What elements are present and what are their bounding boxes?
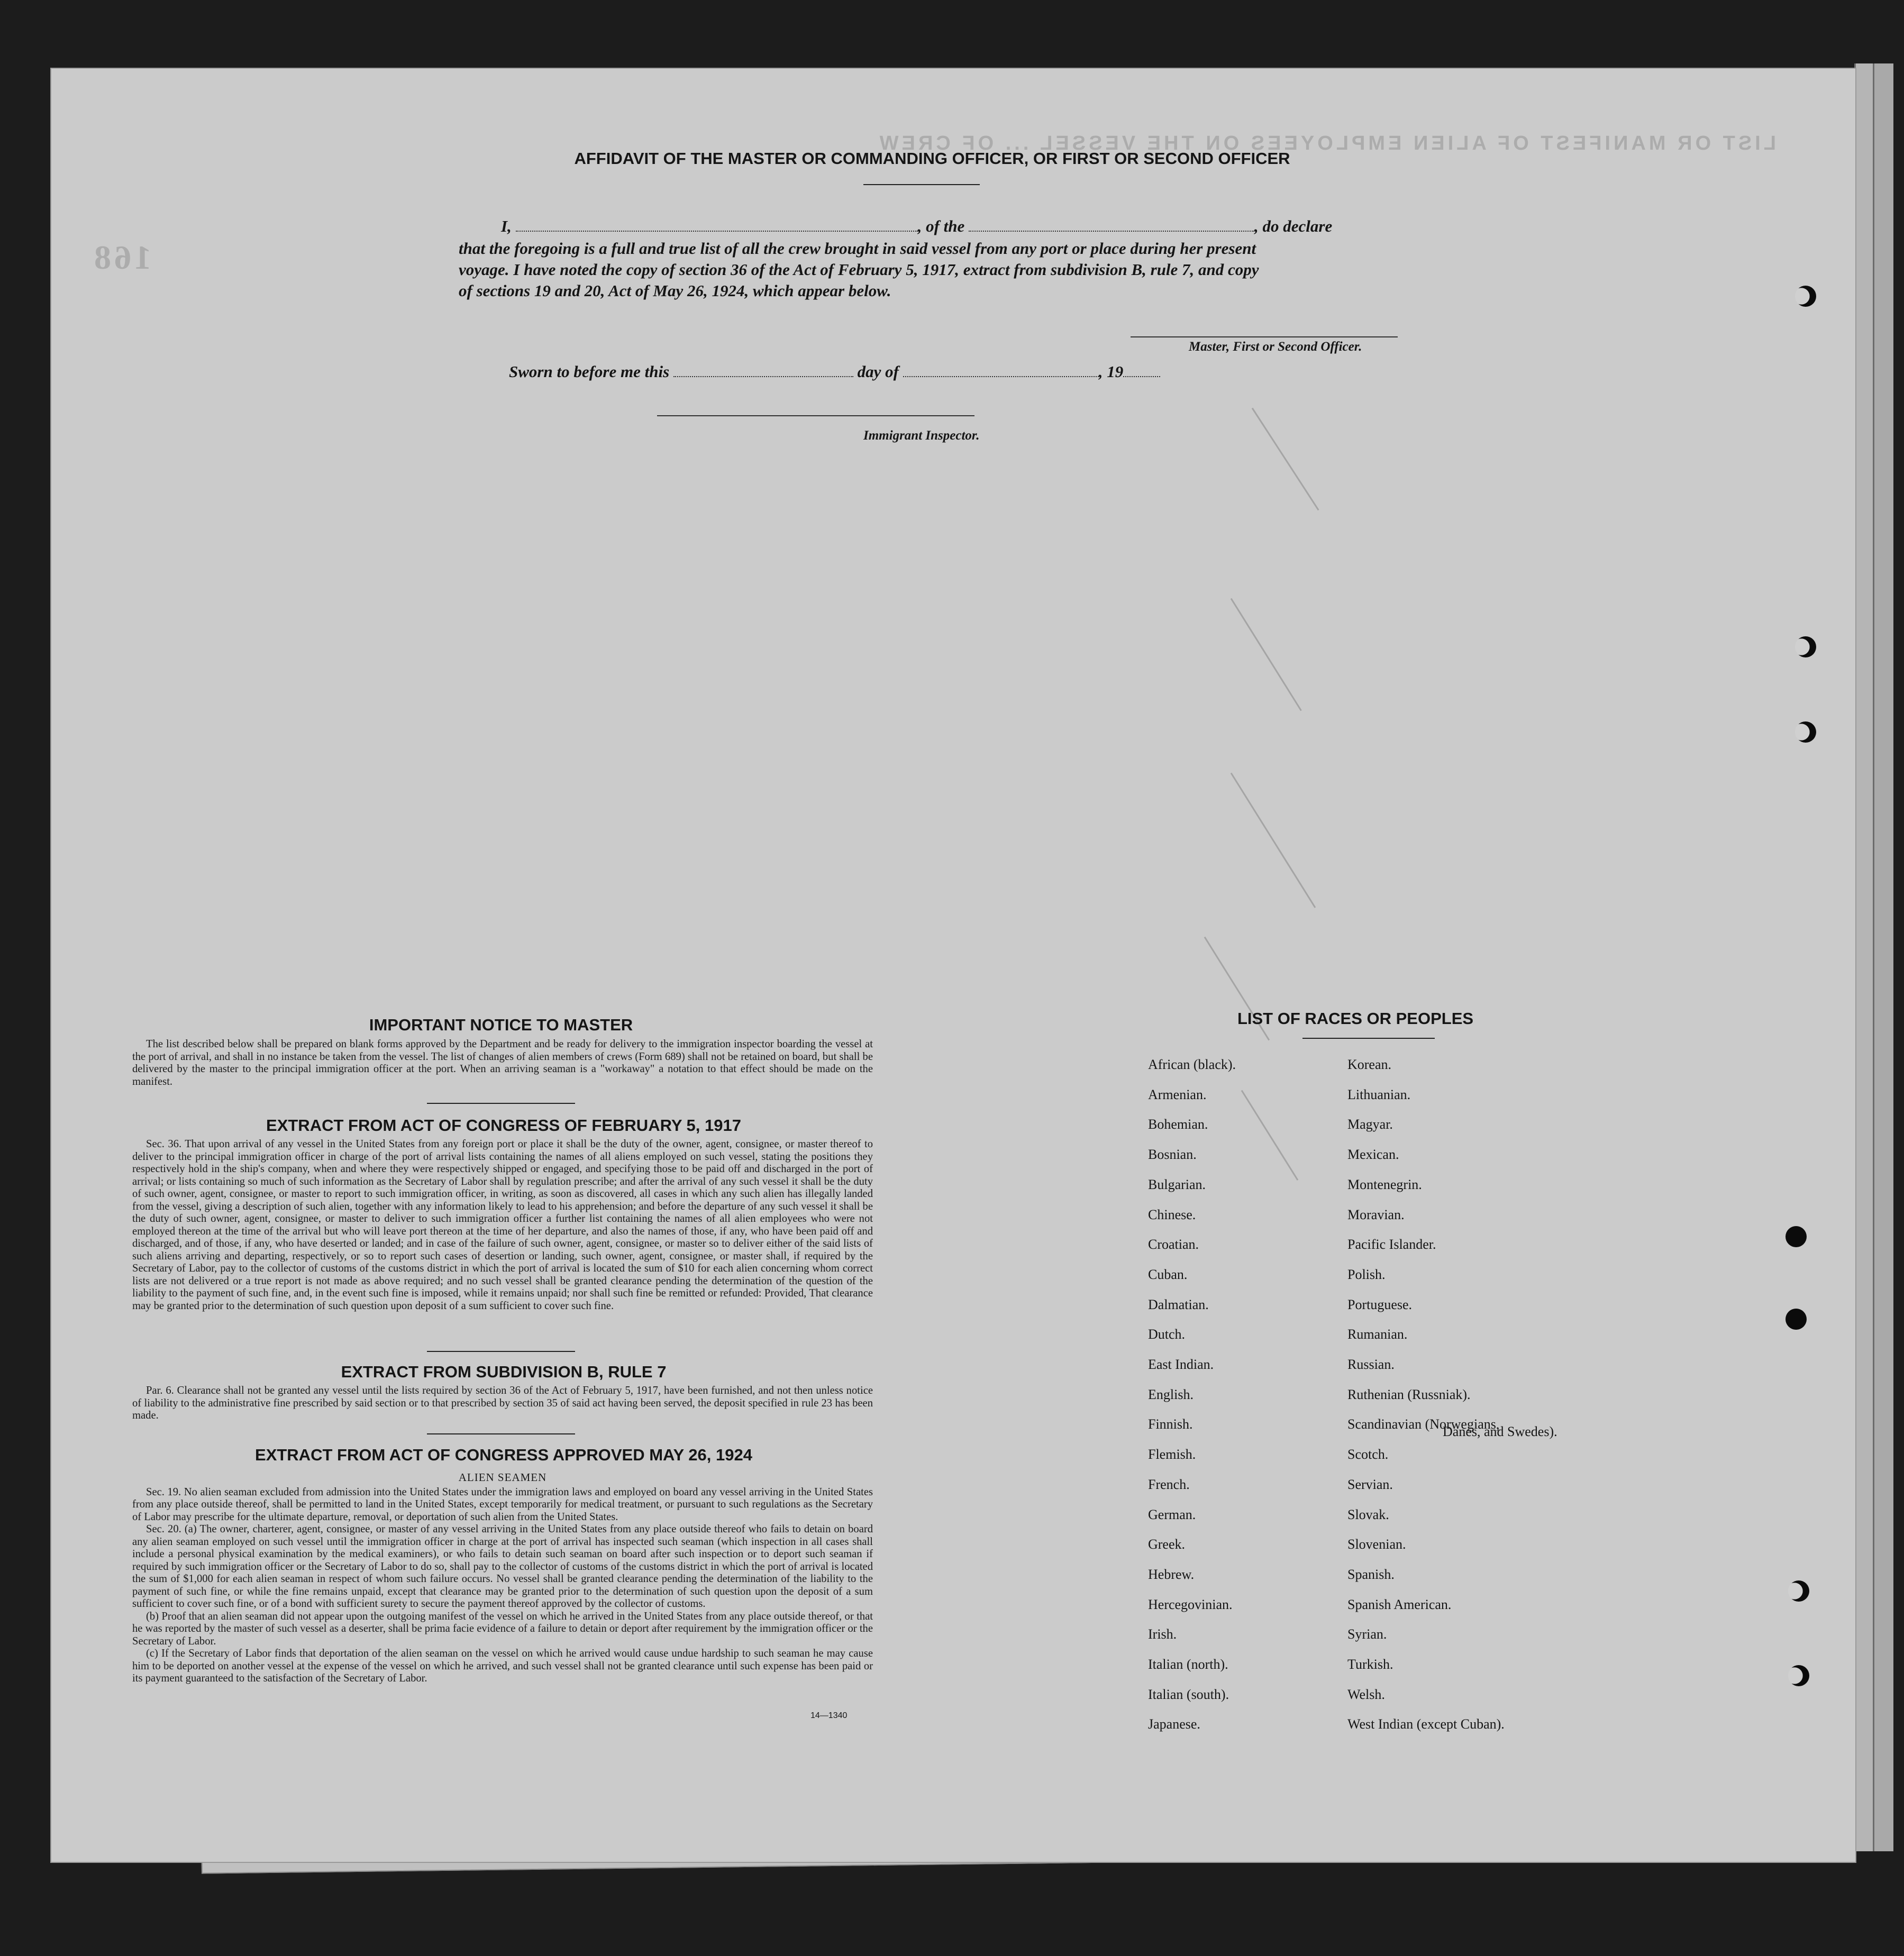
races-scandinavian-continuation: Danes, and Swedes).: [1443, 1424, 1557, 1439]
race-item: Greek.: [1148, 1537, 1186, 1552]
sworn-day-field[interactable]: [673, 363, 853, 377]
race-item: Spanish.: [1347, 1566, 1395, 1582]
races-title-rule: [1302, 1038, 1435, 1039]
race-item: Moravian.: [1347, 1206, 1405, 1222]
race-item: Lithuanian.: [1347, 1086, 1411, 1102]
affidavit-line-4: of sections 19 and 20, Act of May 26, 1924, which appear below.: [459, 281, 891, 300]
race-item: Spanish American.: [1347, 1596, 1452, 1612]
race-item: Armenian.: [1148, 1086, 1207, 1102]
race-item: Korean.: [1347, 1057, 1392, 1072]
race-item: Slovenian.: [1347, 1537, 1406, 1552]
sworn-year-field[interactable]: [1123, 363, 1160, 377]
notice-title: IMPORTANT NOTICE TO MASTER: [369, 1016, 633, 1034]
race-item: Cuban.: [1148, 1266, 1188, 1282]
punch-hole: [1785, 1309, 1807, 1330]
extract-1924-title: EXTRACT FROM ACT OF CONGRESS APPROVED MAY 26, 1924: [255, 1446, 752, 1464]
section-divider: [427, 1351, 575, 1352]
punch-hole: [1795, 721, 1816, 743]
race-item: Polish.: [1347, 1266, 1386, 1282]
race-item: Dalmatian.: [1148, 1296, 1209, 1312]
affidavit-title-rule: [863, 184, 980, 185]
race-item: French.: [1148, 1476, 1190, 1492]
declarant-name-field[interactable]: [516, 218, 918, 232]
race-item: East Indian.: [1148, 1357, 1214, 1372]
race-item: Mexican.: [1347, 1147, 1399, 1163]
race-item: Slovak.: [1347, 1506, 1389, 1522]
race-item: Croatian.: [1148, 1237, 1199, 1253]
affidavit-declare-label: , do declare: [1254, 217, 1333, 235]
bleed-through-header: LIST OR MANIFEST OF ALIEN EMPLOYEES ON THE VESSEL ... OF CREW: [876, 132, 1776, 154]
extract-1917-title: EXTRACT FROM ACT OF CONGRESS OF FEBRUARY 5, 1917: [266, 1116, 741, 1135]
sworn-line: [509, 362, 1250, 381]
bleed-through-stroke: [1231, 598, 1302, 711]
sec-20b-paragraph: (b) Proof that an alien seaman did not appear upon the outgoing manifest of the vessel on which he arrived in the United States from any place outside thereof, or that he was reported by the master of such vessel as a deserter, shall be prima facie evidence of a failure to detain or deport after requirement by the immigration officer or the Secretary of Labor.: [132, 1610, 873, 1647]
notice-paragraph: The list described below shall be prepared on blank forms approved by the Department and be ready for delivery to the immigration inspector boarding the vessel at the port of arrival, and shall in no instance be taken from the vessel. The list of changes of alien members of crews (Form 689) shall not be retained on board, but shall be delivered by the master to the principal immigration officer at the port. When an arriving seaman is a "workaway" a notation to that effect should be made on the manifest.: [132, 1038, 873, 1087]
par-6-paragraph: Par. 6. Clearance shall not be granted any vessel until the lists required by section 36 of the Act of February 5, 1917, have been furnished, and not then unless notice of liability to the administrative fine prescribed by said section or to that prescribed by section 35 of said act having been served, the deposit specified in rule 23 has been made.: [132, 1385, 873, 1421]
right-edge-sheet-2: [1873, 63, 1893, 1851]
affidavit-i-label: I,: [501, 217, 512, 235]
race-item: Montenegrin.: [1347, 1176, 1422, 1192]
affidavit-title: AFFIDAVIT OF THE MASTER OR COMMANDING OFFICER, OR FIRST OR SECOND OFFICER: [574, 149, 1290, 168]
vessel-name-field[interactable]: [969, 218, 1254, 232]
section-divider: [427, 1433, 575, 1434]
race-item: West Indian (except Cuban).: [1347, 1716, 1505, 1732]
bleed-through-stroke: [1241, 1090, 1299, 1181]
race-item: Bulgarian.: [1148, 1176, 1206, 1192]
race-item: Flemish.: [1148, 1447, 1196, 1463]
race-item: Bohemian.: [1148, 1117, 1208, 1132]
sworn-month-field[interactable]: [903, 363, 1099, 377]
subdivision-b-title: EXTRACT FROM SUBDIVISION B, RULE 7: [341, 1363, 667, 1381]
punch-hole: [1795, 286, 1816, 307]
bleed-through-stroke: [1231, 773, 1316, 908]
sec-20c-paragraph: (c) If the Secretary of Labor finds that deportation of the alien seaman on the vessel on which he arrived would cause undue hardship to such seaman he may cause him to be deported on another vessel at the expense of the vessel on which he arrived, and such vessel shall not be granted clearance until such expense has been paid or its payment guaranteed to the satisfaction of the Secretary of Labor.: [132, 1648, 873, 1684]
section-36-paragraph: Sec. 36. That upon arrival of any vessel in the United States from any foreign port or place it shall be the duty of the owner, agent, consignee, or master thereof to deliver to the principal immigration officer in charge of the port of arrival lists containing the names of all aliens employed on such vessel, stating the positions they respectively hold in the ship's company, when and where they were respectively shipped or engaged, and specifying those to be paid off and discharged in the port of arrival; or lists containing so much of such information as the Secretary of Labor shall by regulation prescribe; and after the arrival of any such vessel it shall be the duty of such owner, agent, consignee, or master to report to such immigration officer, in writing, as soon as discovered, all cases in which any such alien has illegally landed from the vessel, giving a description of such alien, together with any information likely to lead to his apprehension; and before the departure of any such vessel it shall be the duty of such owner, agent, consignee, or master to deliver to such immigration officer a further list containing the names of all alien employees who were not employed thereon at the time of the arrival but who will leave port thereon at the time of her departure, and also the names of those, if any, who have been paid off and discharged, and of those, if any, who have deserted or landed; and in case of the failure of such owner, agent, consignee, or master so to deliver either of the said lists of such aliens arriving and departing, respectively, or so to report such cases of desertion or landing, such owner, agent, consignee, or master shall, if required by the Secretary of Labor, pay to the collector of customs of the customs district in which the port of arrival is located the sum of $10 for each alien concerning whom correct lists are not delivered or a true report is not made as above required; and no such vessel shall be granted clearance pending the determination of the question of the liability to the payment of such fine, and, in the event such fine is imposed, while it remains unpaid; nor shall such fine be remitted or refunded: Provided, That clearance may be granted prior to the determination of such question upon deposit of a sum sufficient to cover such fine.: [132, 1138, 873, 1312]
alien-seamen-subtitle: ALIEN SEAMEN: [458, 1471, 547, 1484]
master-signature-line[interactable]: [1131, 336, 1398, 337]
year-label: , 19: [1098, 362, 1124, 381]
race-item: Japanese.: [1148, 1716, 1200, 1732]
race-item: English.: [1148, 1386, 1194, 1402]
race-item: Chinese.: [1148, 1206, 1196, 1222]
race-item: Rumanian.: [1347, 1327, 1408, 1342]
form-number: 14—1340: [810, 1711, 848, 1720]
right-edge-sheet: [1854, 63, 1875, 1851]
extract-1924-body: [132, 1469, 873, 1685]
punch-hole: [1795, 636, 1816, 657]
day-of-label: day of: [857, 362, 899, 381]
affidavit-line-1: [501, 217, 1506, 236]
race-item: Scotch.: [1347, 1447, 1389, 1463]
race-item: Pacific Islander.: [1347, 1237, 1436, 1253]
notice-body: [132, 1038, 873, 1088]
form-page: [50, 68, 1856, 1863]
race-item: Ruthenian (Russniak).: [1347, 1386, 1471, 1402]
punch-hole: [1788, 1580, 1809, 1602]
race-item: Scandinavian (Norwegians,: [1347, 1416, 1500, 1432]
punch-hole: [1785, 1226, 1807, 1247]
sworn-label: Sworn to before me this: [509, 362, 670, 381]
section-divider: [427, 1103, 575, 1104]
races-title: LIST OF RACES OR PEOPLES: [1237, 1009, 1474, 1028]
subdivision-b-body: [132, 1385, 873, 1422]
race-item: Italian (north).: [1148, 1657, 1228, 1672]
affidavit-line-3: voyage. I have noted the copy of section 36 of the Act of February 5, 1917, extract from subdivision B, rule 7, and copy: [459, 260, 1259, 279]
race-item: Magyar.: [1347, 1117, 1393, 1132]
race-item: Portuguese.: [1347, 1296, 1413, 1312]
race-item: African (black).: [1148, 1057, 1236, 1072]
inspector-signature-label: Immigrant Inspector.: [863, 428, 980, 443]
sec-19-paragraph: Sec. 19. No alien seaman excluded from admission into the United States under the immigration laws and employed on board any vessel arriving in the United States from any place outside thereof, shall be permitted to land in the United States, except temporarily for medical treatment, or pursuant to such regulations as the Secretary of Labor may prescribe for the ultimate departure, removal, or deportation of such alien from the United States.: [132, 1486, 873, 1523]
race-item: German.: [1148, 1506, 1196, 1522]
punch-hole: [1788, 1665, 1809, 1686]
race-item: Servian.: [1347, 1476, 1393, 1492]
affidavit-line-2: that the foregoing is a full and true list of all the crew brought in said vessel from any port or place during her present: [459, 239, 1256, 258]
inspector-signature-line[interactable]: [657, 415, 974, 416]
extract-1917-body: [132, 1138, 873, 1312]
race-item: Finnish.: [1148, 1416, 1193, 1432]
affidavit-of-the-label: , of the: [917, 217, 965, 235]
race-item: Syrian.: [1347, 1626, 1387, 1642]
race-item: Turkish.: [1347, 1657, 1393, 1672]
bleed-through-stroke: [1252, 408, 1319, 511]
race-item: Italian (south).: [1148, 1686, 1229, 1702]
race-item: Irish.: [1148, 1626, 1177, 1642]
bleed-through-margin-number: 168: [91, 239, 151, 276]
race-item: Hebrew.: [1148, 1566, 1195, 1582]
race-item: Dutch.: [1148, 1327, 1186, 1342]
race-item: Bosnian.: [1148, 1147, 1197, 1163]
race-item: Russian.: [1347, 1357, 1395, 1372]
race-item: Welsh.: [1347, 1686, 1385, 1702]
race-item: Hercegovinian.: [1148, 1596, 1233, 1612]
sec-20a-paragraph: Sec. 20. (a) The owner, charterer, agent, consignee, or master of any vessel arriving in the United States from any place outside thereof who fails to detain on board any alien seaman employed on such vessel until the immigration officer in charge at the port of arrival has inspected such seaman (which inspection in all cases shall include a personal physical examination by the medical examiners), or who fails to detain such seaman on board after such inspection or to deport such seaman if required by such immigration officer or the Secretary of Labor to do so, shall pay to the collector of customs of the customs district in which the port of arrival is located the sum of $1,000 for each alien seaman in respect of whom such failure occurs. No vessel shall be granted clearance pending the determination of the liability to the payment of such fine, or while the fine remains unpaid, except that clearance may be granted prior to the determination of such question upon the deposit of a sum sufficient to cover such fine, or of a bond with sufficient surety to secure the payment thereof approved by the collector of customs.: [132, 1523, 873, 1610]
master-signature-label: Master, First or Second Officer.: [1189, 340, 1362, 354]
